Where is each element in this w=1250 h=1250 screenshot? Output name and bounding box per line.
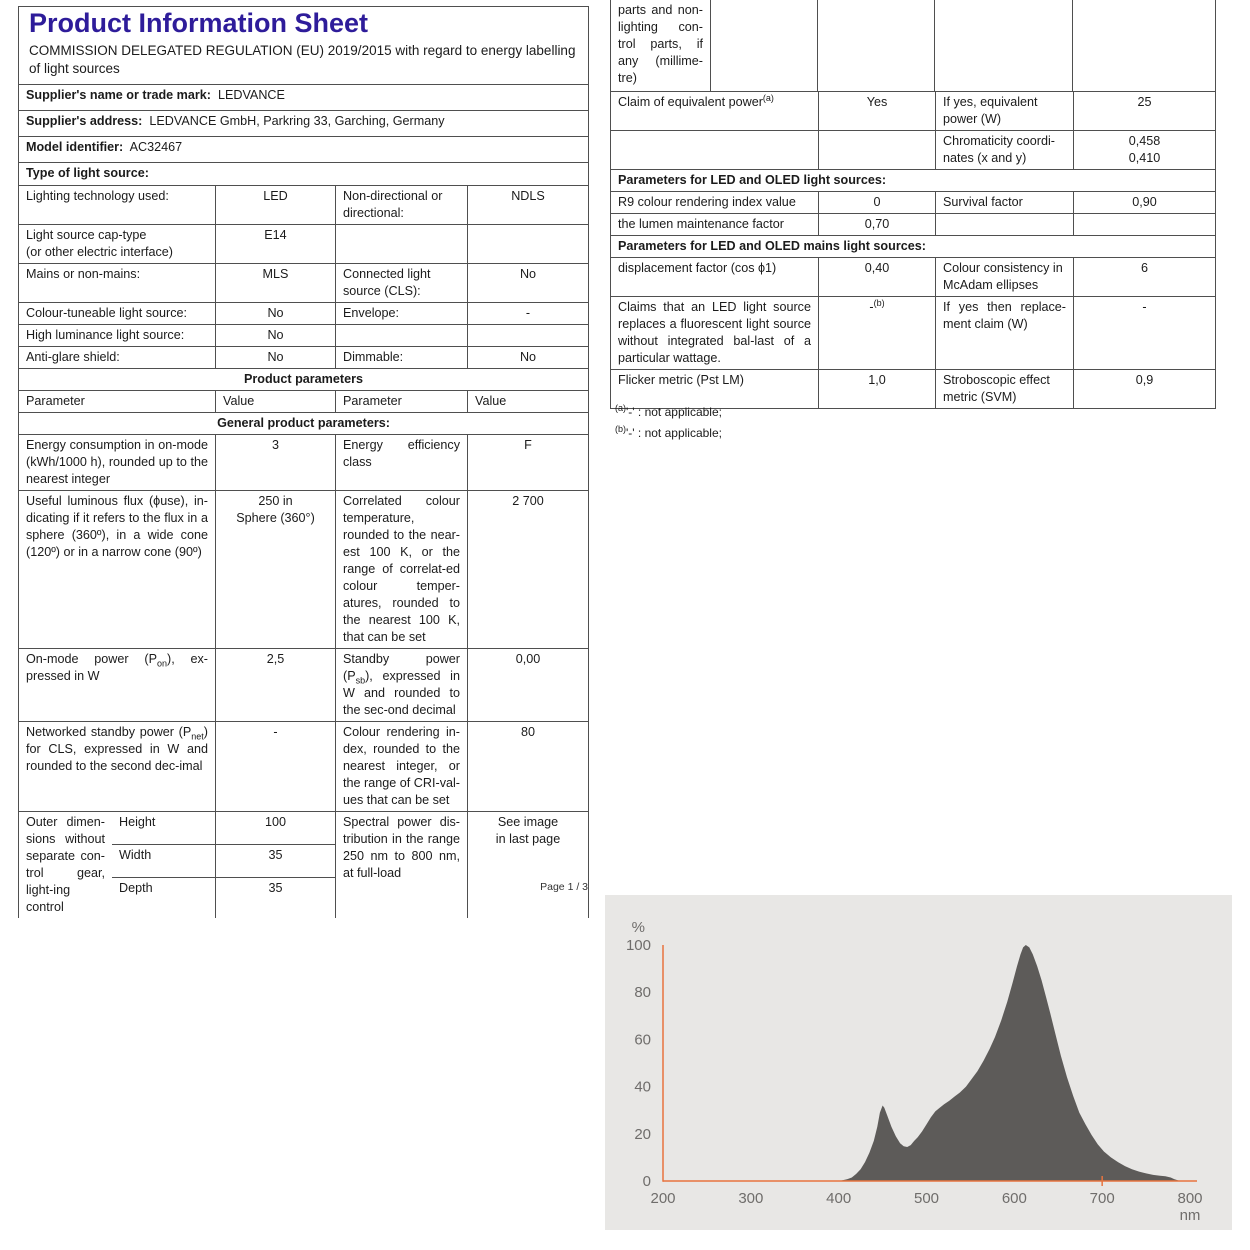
table-cell: Envelope:: [335, 303, 467, 324]
table-cell: Height: [119, 815, 156, 829]
table-cell: No: [215, 303, 335, 324]
table-cell: Stroboscopic effect metric (SVM): [935, 370, 1073, 408]
table-cell: MLS: [215, 264, 335, 302]
table-cell: [335, 325, 467, 346]
table-cell: Standby power $(P_{sb})$, expressed in W and rounded to the sec-ond decimal: [335, 649, 467, 721]
table-cell: [1073, 214, 1215, 235]
table-cell: Networked standby power $(P_{net})$ for CLS, expressed in W and rounded to the second dec-imal: [26, 725, 208, 773]
mains-header-row: [611, 235, 1215, 257]
table-cell: 80: [467, 722, 588, 811]
supplier-info-rows: [19, 84, 588, 162]
table-cell: [467, 325, 588, 346]
dimension-sub-table: [112, 812, 335, 918]
table-cell: 0,00: [467, 649, 588, 721]
table-cell: No: [467, 264, 588, 302]
table-cell: Value: [215, 391, 335, 412]
table-row: [611, 130, 1215, 169]
table-cell: 1,0: [818, 370, 935, 408]
regulation-subtitle: COMMISSION DELEGATED REGULATION (EU) 2019/2015 with regard to energy labelling of light sources: [29, 43, 576, 76]
table-row: [611, 257, 1215, 296]
table-cell: 35: [215, 878, 335, 918]
table-cell: -: [215, 722, 335, 811]
table-cell: [710, 0, 817, 91]
table-cell: Energy efficiency class: [335, 435, 467, 490]
table-cell: parts and non-lighting con-trol parts, if any (millime-tre): [618, 3, 703, 85]
x-axis-tick-label: 700: [1089, 1190, 1115, 1207]
table-row: [19, 263, 588, 302]
x-axis-unit-label: nm: [1179, 1207, 1201, 1224]
table-cell: Light source cap-type (or other electric interface): [26, 228, 173, 259]
table-cell: F: [467, 435, 588, 490]
table-cell: [818, 131, 935, 169]
table-row: [611, 191, 1215, 213]
table-cell: Lighting technology used:: [26, 189, 169, 203]
table-cell: Anti-glare shield:: [26, 350, 120, 364]
table-cell: 0,40: [818, 258, 935, 296]
table-cell: [467, 225, 588, 263]
table-cell: [935, 214, 1073, 235]
table-cell: 0,70: [818, 214, 935, 235]
table-cell: No: [215, 325, 335, 346]
table-cell: LED: [215, 186, 335, 224]
info-row: [19, 136, 588, 162]
led-oled-header-row: [611, 169, 1215, 191]
dimension-sub-row: [112, 844, 335, 877]
table-row: [19, 324, 588, 346]
table-cell: 2,5: [215, 649, 335, 721]
type-header-row: [19, 162, 588, 185]
table-cell: If yes, equivalent power (W): [935, 92, 1073, 130]
table-row: [19, 390, 588, 412]
footnote: $^{(a)}$'-' : not applicable;: [615, 403, 722, 419]
general-parameters-header-row: [19, 412, 588, 434]
page-number: Page 1 / 3: [540, 881, 588, 893]
table-cell: NDLS: [467, 186, 588, 224]
table-cell: High luminance light source:: [26, 328, 185, 342]
x-axis-tick-label: 600: [1001, 1190, 1027, 1207]
table-row: [611, 91, 1215, 130]
table-cell: Colour-tuneable light source:: [26, 306, 188, 320]
table-cell: 0: [818, 192, 935, 213]
table-row: [19, 490, 588, 648]
spectral-power-chart: [605, 895, 1232, 1230]
table-cell: Width: [119, 848, 152, 862]
table-cell: Mains or non-mains:: [26, 267, 141, 281]
general-parameter-rows: [19, 434, 588, 811]
table-row: [611, 296, 1215, 369]
footnote: $^{(b)}$'-' : not applicable;: [615, 424, 722, 440]
table-cell: Claim of equivalent power$^{(a)}$: [618, 92, 774, 109]
x-axis-tick-label: 800: [1177, 1190, 1203, 1207]
table-cell: Non-directional or directional:: [335, 186, 467, 224]
table-cell: [335, 225, 467, 263]
table-cell: No: [467, 347, 588, 368]
table-row: [19, 185, 588, 224]
table-cell: R9 colour rendering index value: [618, 195, 796, 209]
info-row: [19, 110, 588, 136]
table-cell: Chromaticity coordi-nates (x and y): [935, 131, 1073, 169]
product-parameters-header: Product parameters: [244, 372, 363, 386]
table-cell: Colour consistency in McAdam ellipses: [935, 258, 1073, 296]
title-row: [19, 7, 588, 84]
table-cell: 250 in Sphere (360°): [215, 491, 335, 648]
table-cell: Energy consumption in on-mode (kWh/1000 h), rounded up to the nearest integer: [26, 438, 208, 486]
table-row: [19, 434, 588, 490]
table-cell: Colour rendering in-dex, rounded to the nearest integer, or the range of CRI-val-ues that can be set: [335, 722, 467, 811]
table-cell: Supplier's name or trade mark: LEDVANCE: [26, 88, 285, 102]
outer-dimensions-row: [19, 811, 588, 918]
table-cell: Value: [467, 391, 588, 412]
table-cell: 0,9: [1073, 370, 1215, 408]
table-cell: Parameter: [335, 391, 467, 412]
table-cell: displacement factor (cos ϕ1): [618, 261, 777, 275]
mains-parameter-rows: [611, 257, 1215, 408]
table-cell: 0,90: [1073, 192, 1215, 213]
table-cell: Parameter: [26, 394, 85, 408]
table-cell: 100: [215, 812, 335, 844]
table-cell: Outer dimen-sions without separate con-trol gear, light-ing control: [26, 815, 105, 914]
y-axis-tick-label: 100: [625, 937, 651, 954]
dimension-sub-row: [112, 812, 335, 844]
product-info-table-right: [610, 0, 1216, 409]
table-row: [19, 302, 588, 324]
table-row: [611, 213, 1215, 235]
outer-dimensions-nested-row: [19, 811, 588, 918]
table-cell: Model identifier: AC32467: [26, 140, 183, 154]
y-axis-tick-label: 80: [634, 984, 651, 1002]
type-of-light-source-header: Type of light source:: [26, 166, 149, 180]
x-axis-tick-label: 500: [913, 1190, 940, 1207]
product-parameters-header-row: [19, 368, 588, 390]
y-axis-tick-label: 40: [634, 1078, 651, 1096]
table-cell: No: [215, 347, 335, 368]
table-cell: 2 700: [467, 491, 588, 648]
table-row: [19, 346, 588, 368]
table-cell: 35: [215, 845, 335, 877]
table-cell: Dimmable:: [335, 347, 467, 368]
table-cell: Connected light source (CLS):: [335, 264, 467, 302]
equivalent-power-rows: [611, 91, 1215, 169]
spectral-power-chart-panel: [605, 895, 1232, 1230]
table-cell: -: [467, 303, 588, 324]
general-parameters-header: General product parameters:: [217, 416, 390, 430]
y-axis-unit-label: %: [631, 919, 645, 936]
table-cell: Useful luminous flux (ϕuse), in-dicating if it refers to the flux in a sphere (360º), in a wide cone (120º) or in a narrow cone (90º): [26, 494, 208, 559]
table-cell: [817, 0, 934, 91]
info-row: [19, 84, 588, 110]
page-title: Product Information Sheet: [29, 8, 369, 38]
dimensions-continuation-row: [611, 0, 1215, 91]
y-axis-tick-label: 20: [634, 1125, 651, 1143]
table-cell: Supplier's address: LEDVANCE GmbH, Parkring 33, Garching, Germany: [26, 114, 445, 128]
table-cell: [934, 0, 1072, 91]
x-axis-tick-label: 400: [826, 1190, 852, 1207]
footnotes: [615, 402, 722, 444]
title-cell: [19, 7, 588, 84]
y-axis-tick-label: 60: [634, 1031, 651, 1049]
led-oled-mains-header: Parameters for LED and OLED mains light sources:: [618, 239, 926, 253]
table-cell: See image in last page: [467, 812, 588, 918]
table-cell: -$^{(b)}$: [818, 297, 935, 369]
table-cell: Spectral power dis-tribution in the range 250 nm to 800 nm, at full-load: [335, 812, 467, 918]
table-cell: -: [1073, 297, 1215, 369]
table-row: [19, 224, 588, 263]
table-cell: Yes: [818, 92, 935, 130]
column-headers-row: [19, 390, 588, 412]
led-oled-light-sources-header: Parameters for LED and OLED light sources:: [618, 173, 887, 187]
product-info-table-left: [18, 6, 589, 918]
spd-curve: [821, 945, 1180, 1181]
table-cell: E14: [215, 225, 335, 263]
table-cell: 0,458 0,410: [1073, 131, 1215, 169]
x-axis-tick-label: 200: [650, 1190, 676, 1207]
table-cell: the lumen maintenance factor: [618, 217, 784, 231]
dimension-sub-row: [112, 877, 335, 918]
table-cell: 25: [1073, 92, 1215, 130]
table-cell: Correlated colour temperature, rounded to the near-est 100 K, or the range of correlat-ed colour temper-atures, rounded to the nearest 100 K, that can be set: [335, 491, 467, 648]
x-axis-tick-label: 300: [738, 1190, 764, 1207]
table-row: [19, 648, 588, 721]
table-cell: [611, 131, 818, 169]
table-cell: If yes then replace-ment claim (W): [935, 297, 1073, 369]
table-row: [19, 721, 588, 811]
table-cell: Depth: [119, 881, 153, 895]
led-oled-parameter-rows: [611, 191, 1215, 235]
continuation-row: [611, 0, 1215, 91]
type-rows: [19, 185, 588, 368]
table-cell: 3: [215, 435, 335, 490]
table-cell: On-mode power $(P_{on})$, ex-pressed in W: [26, 652, 209, 683]
table-cell: 6: [1073, 258, 1215, 296]
table-cell: [1072, 0, 1215, 91]
table-cell: Claims that an LED light source replaces a fluorescent light source without integrated bal-last of a particular wattage.: [618, 300, 811, 365]
y-axis-tick-label: 0: [642, 1173, 651, 1190]
table-cell: Survival factor: [935, 192, 1073, 213]
table-cell: Flicker metric (Pst LM): [618, 373, 744, 387]
